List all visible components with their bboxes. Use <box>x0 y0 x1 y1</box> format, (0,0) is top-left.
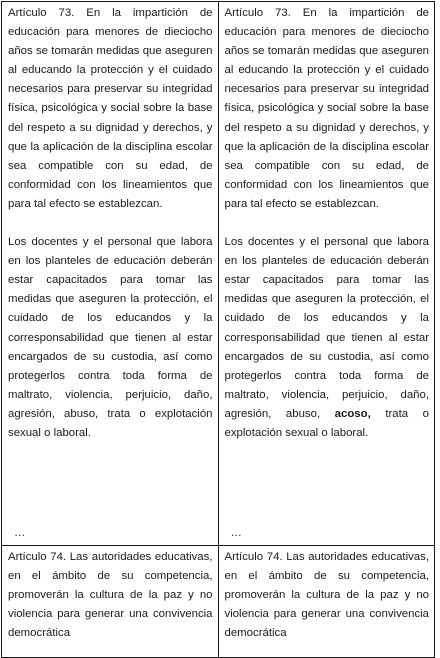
right-staff-text-after: trata o explotación sexual o laboral. <box>224 407 430 439</box>
right-article-74-paragraph: Artículo 74. Las autoridades educativas, en el ámbito de su competencia, promoverán la cultura de la paz y no violencia para generar una convivencia democrática <box>224 551 429 640</box>
right-ellipsis: … <box>230 526 242 539</box>
left-article-73-paragraph: Artículo 73. En la impartición de educación para menores de dieciocho años se tomarán medidas que aseguren al educando la protección y el cuidado necesarios para preservar su integridad física, psicológica y social sobre la base del respeto a su dignidad y derechos, y que la aplicación de la disciplina escolar sea compatible con su edad, de conformidad con los lineamientos que para tal efecto se establezcan. <box>8 7 213 210</box>
left-cell-article-73 <box>2 2 219 546</box>
left-ellipsis: … <box>14 526 26 539</box>
right-cell-article-74 <box>218 546 435 658</box>
table-row <box>2 546 435 658</box>
left-article-74-paragraph: Artículo 74. Las autoridades educativas, en el ámbito de su competencia, promoverán la cultura de la paz y no violencia para generar una convivencia democrática <box>8 551 213 640</box>
left-cell-article-74 <box>2 546 219 658</box>
right-staff-bold-insert: acoso, <box>334 407 371 420</box>
right-article-73-paragraph: Artículo 73. En la impartición de educación para menores de dieciocho años se tomarán medidas que aseguren al educando la protección y el cuidado necesarios para preservar su integridad física, psicológica y social sobre la base del respeto a su dignidad y derechos, y que la aplicación de la disciplina escolar sea compatible con su edad, de conformidad con los lineamientos que para tal efecto se establezcan. <box>224 7 429 210</box>
left-staff-paragraph: Los docentes y el personal que labora en los planteles de educación deberán estar capacitados para tomar las medidas que aseguren la protección, el cuidado de los educandos y la corresponsabilidad que tienen al estar encargados de su custodia, así como protegerlos contra toda forma de maltrato, violencia, perjuicio, daño, agresión, abuso, trata o explotación sexual o laboral. <box>8 236 213 439</box>
table-row <box>2 2 435 546</box>
right-cell-article-73 <box>218 2 435 546</box>
right-staff-paragraph <box>225 233 430 443</box>
right-staff-text-before: Los docentes y el personal que labora en los planteles de educación deberán estar capacitados para tomar las medidas que aseguren la protección, el cuidado de los educandos y la corresponsabilidad que tienen al estar encargados de su custodia, así como protegerlos contra toda forma de maltrato, violencia, perjuicio, daño, agresión, abuso, <box>224 236 429 420</box>
comparison-table <box>1 1 435 658</box>
